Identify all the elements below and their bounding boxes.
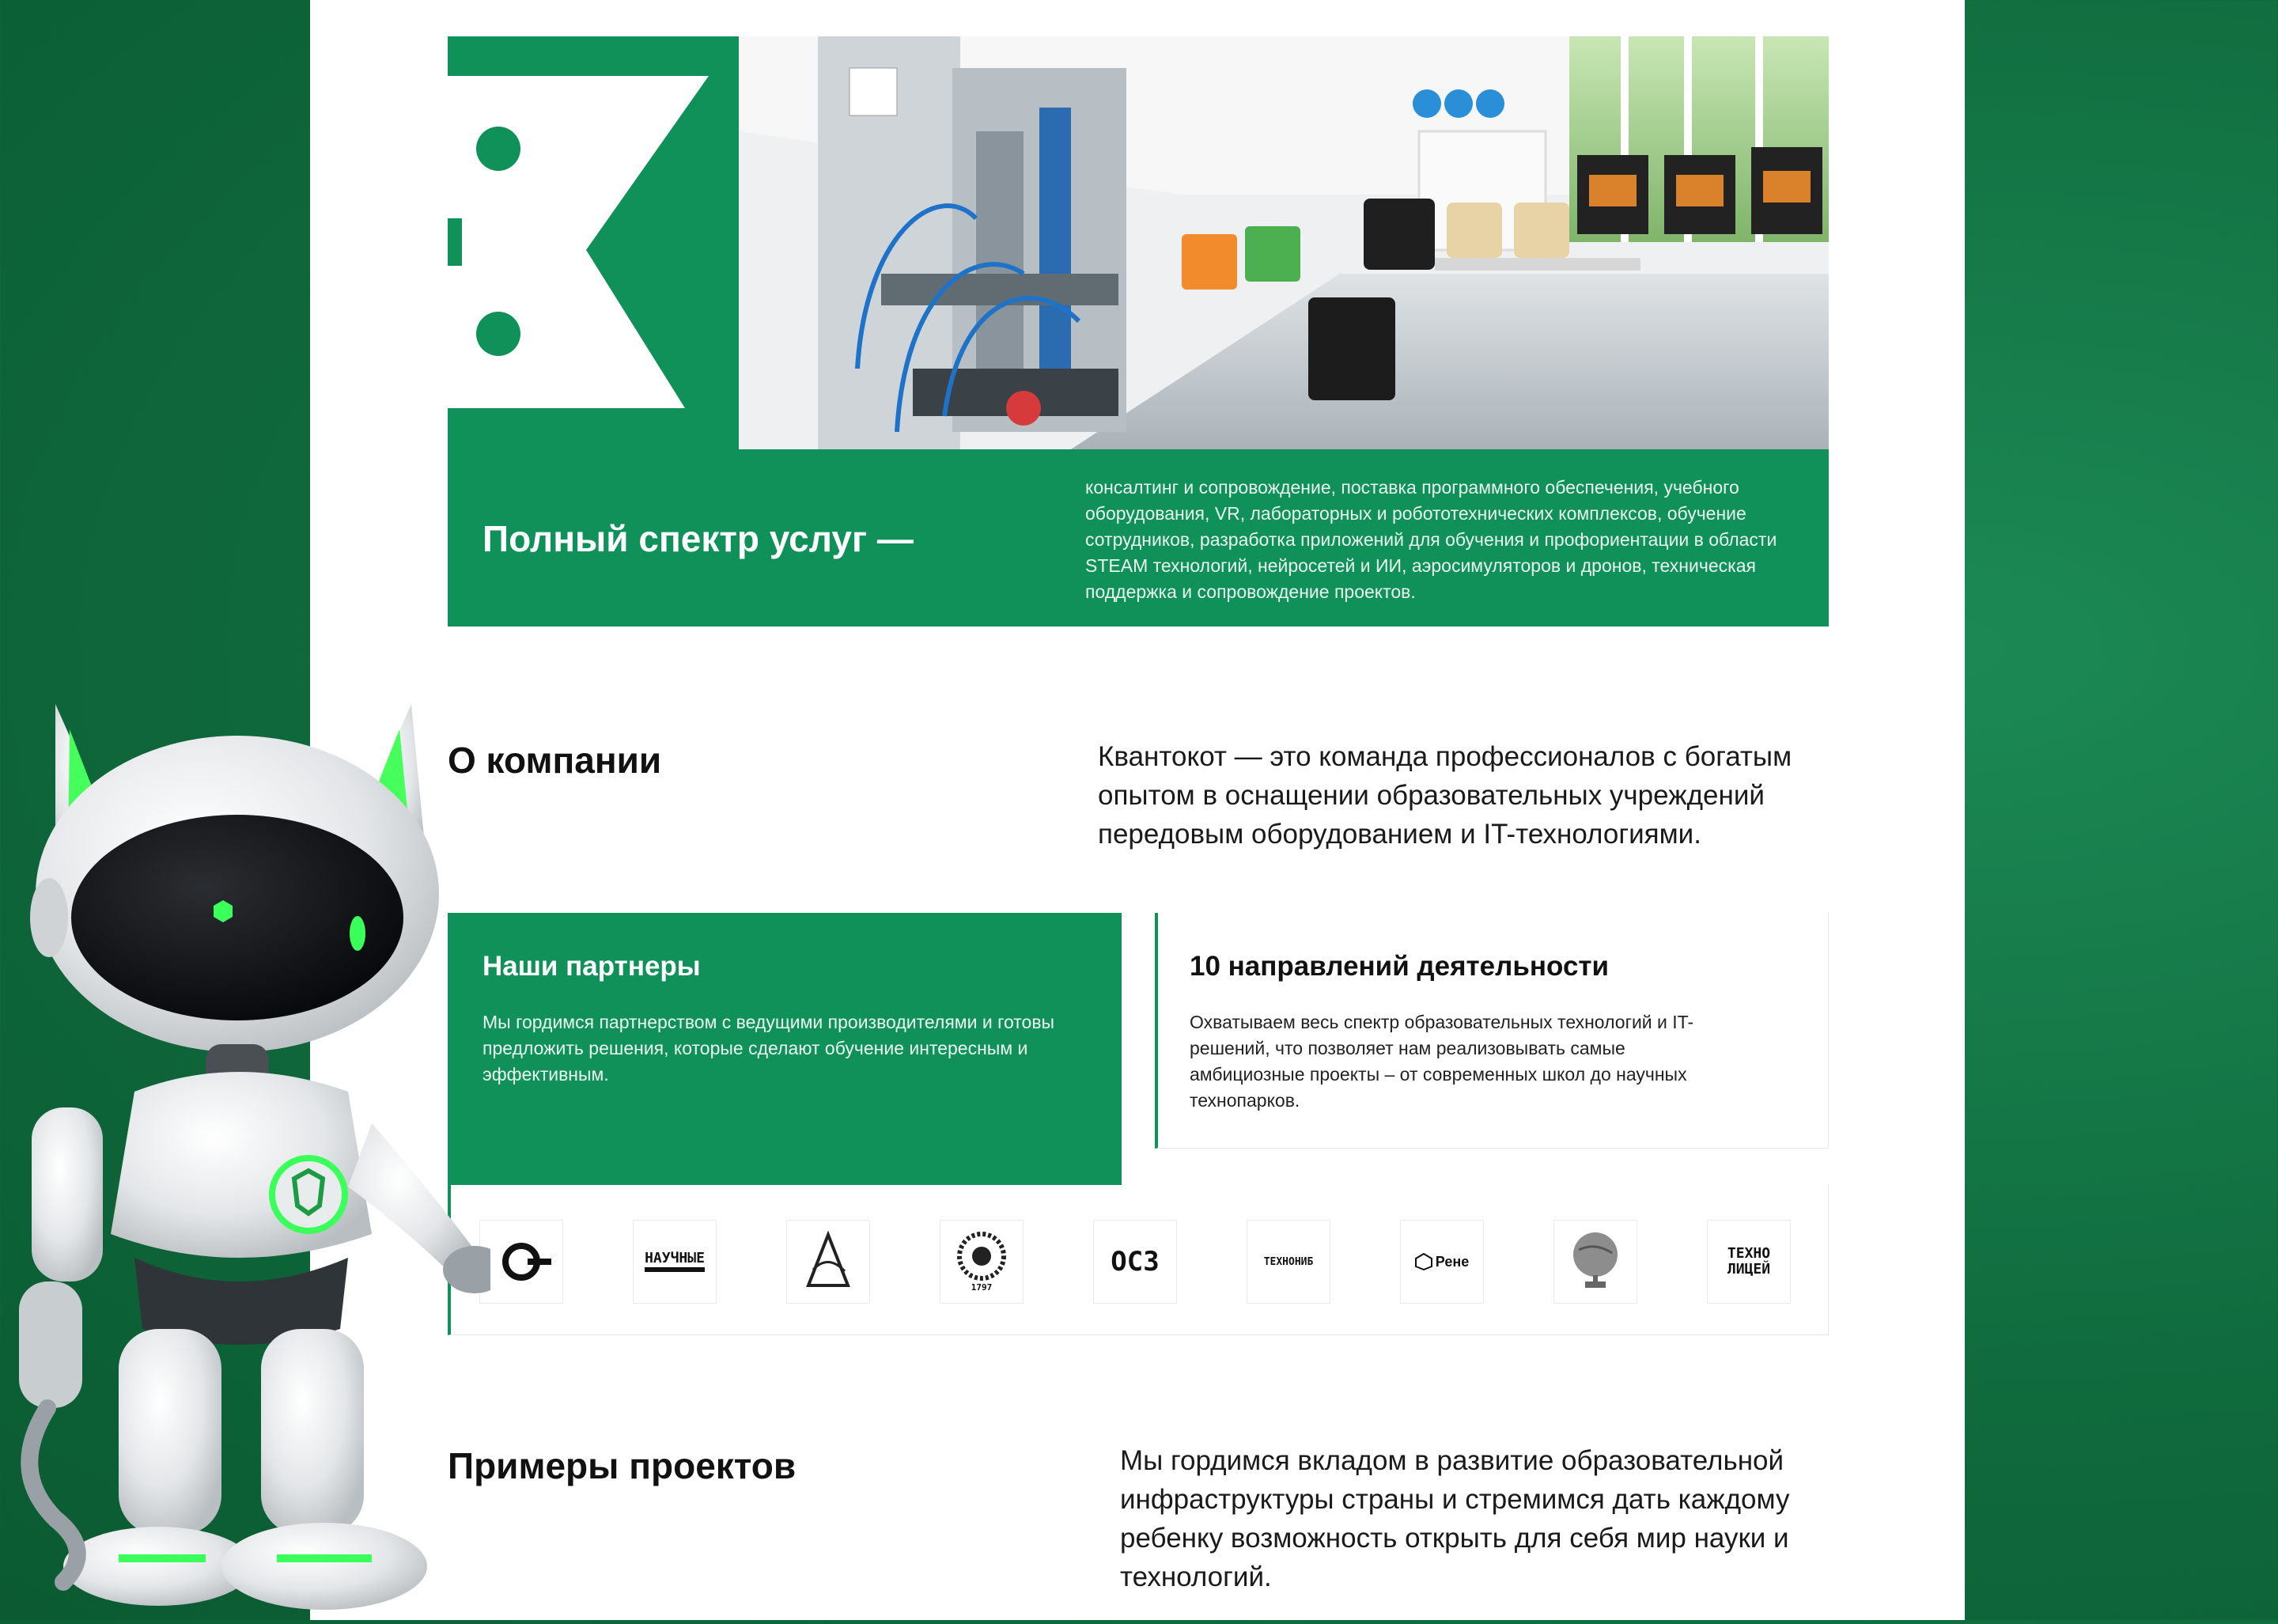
partners-text: Мы гордимся партнерством с ведущими производителями и готовы предложить решения, которые сделают обучение интересным и эффективным.	[482, 1012, 1055, 1085]
directions-text: Охватываем весь спектр образовательных технологий и IT-решений, что позволяет нам реализовывать самые амбициозные проекты – от современных школ до научных технопарков.	[1190, 1012, 1694, 1111]
robot-cat-mascot	[0, 680, 490, 1620]
partner-logo-tehnopolis[interactable]: ТЕХНОНИБ	[1247, 1220, 1330, 1304]
directions-title: 10 направлений деятельности	[1190, 951, 1610, 982]
partner-logo-tehnolicey[interactable]: ТЕХНО ЛИЦЕЙ	[1707, 1220, 1791, 1304]
projects-heading: Примеры проектов	[448, 1445, 797, 1486]
partners-card	[448, 913, 1122, 1185]
projects-text: Мы гордимся вкладом в развитие образовательной инфраструктуры страны и стремимся дать каждому ребенку возможность открыть для себя мир науки и технологий.	[1120, 1445, 1790, 1592]
services-description: консалтинг и сопровождение, поставка программного обеспечения, учебного оборудования, VR, лабораторных и робототехнических комплексов, обучение сотрудников, разработка приложений для обучения и профориентации в области STEAM технологий, нейросетей и ИИ, аэросимуляторов и дронов, техническая поддержка и сопровождение проектов.	[1085, 477, 1777, 602]
hero-banner	[448, 36, 1829, 449]
services-title: Полный спектр услуг —	[482, 518, 914, 559]
partner-logo-emblem[interactable]: 1797	[940, 1220, 1024, 1304]
kvantokot-logo-mark	[448, 36, 739, 449]
partner-logos	[448, 1185, 1829, 1335]
partner-logo-osz[interactable]: ОСЗ	[1093, 1220, 1177, 1304]
about-text: Квантокот — это команда профессионалов с богатым опытом в оснащении образовательных учреждений передовым оборудованием и IT-технологиями.	[1098, 741, 1792, 850]
partner-logo-globe[interactable]	[1553, 1220, 1637, 1304]
services-band	[448, 449, 1829, 627]
page-content	[310, 0, 1965, 1620]
partner-logo-1[interactable]	[479, 1220, 563, 1304]
partners-title: Наши партнеры	[482, 951, 701, 982]
directions-card	[1155, 913, 1829, 1149]
brand-graphic	[448, 36, 739, 449]
partner-logo-3[interactable]	[786, 1220, 870, 1304]
partner-logo-nauchnye-razvlecheniya[interactable]: НАУЧНЫЕ	[633, 1220, 717, 1304]
about-heading: О компании	[448, 740, 662, 781]
partner-logo-rene[interactable]: Рене	[1400, 1220, 1484, 1304]
lab-photo	[739, 36, 1829, 449]
